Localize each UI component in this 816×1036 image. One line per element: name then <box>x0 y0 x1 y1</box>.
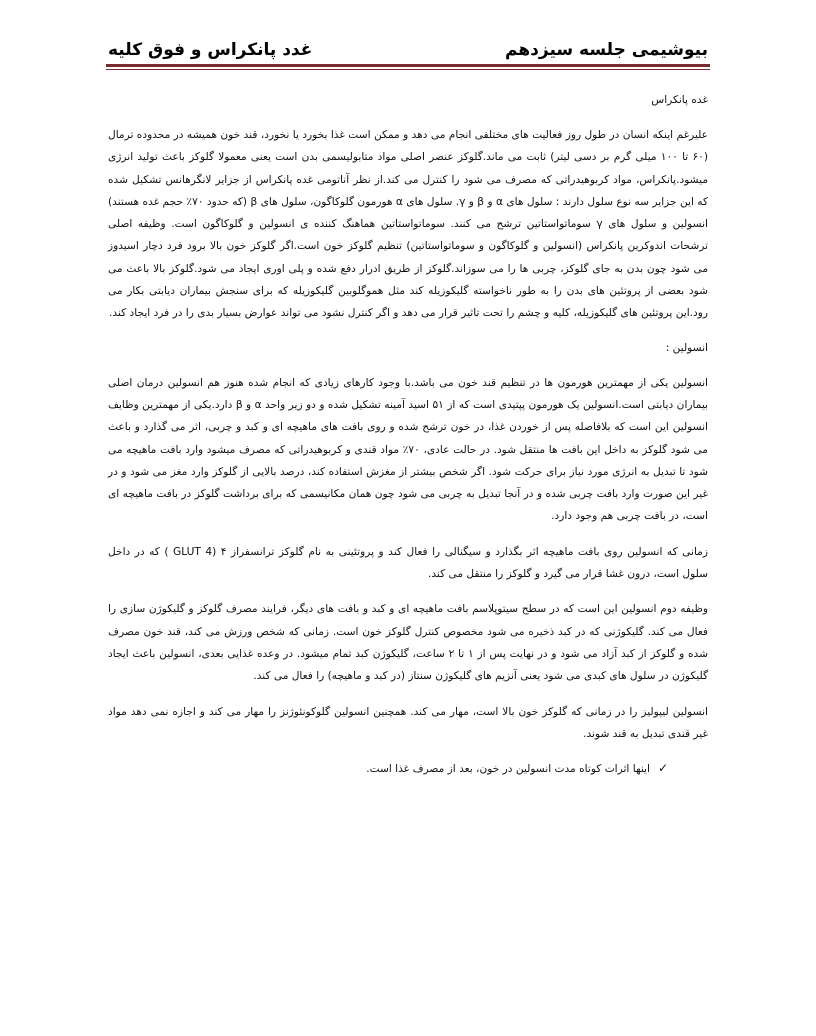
header-divider-thin <box>106 69 710 70</box>
bullet-item <box>108 758 668 780</box>
pancreas-paragraph: علیرغم اینکه انسان در طول روز فعالیت های مختلفی انجام می دهد و ممکن است غذا بخورد یا نخورد، قند خون همیشه در محدوده ترمال (۶۰ تا ۱۰۰ میلی گرم بر دسی لیتر) ثابت می ماند.گلوکز عنصر اصلی مواد متابولیسمی بدن است یعنی معمولا گلوکز باعث تولید انرژی میشود.پانکراس، مواد کربوهیدراتی که مصرف می شود را کنترل می کند.از نظر آناتومی غده پانکراس از جزایر لانگرهانس تشکیل شده که این جزایر سه نوع سلول دارند : سلول های α و β و γ. سلول های α هورمون گلوکاگون، سلول های β (که حدود ۷۰٪ حجم غده هستند) انسولین و سلول های γ سوماتواستاتین ترشح می کنند. سوماتواستاتین هماهنگ کننده ی انسولین و گلوکاگون است. وظیفه اصلی ترشحات اندوکرین پانکراس (انسولین و گلوکاگون و سوماتواستاتین) تنظیم گلوکز خون است.اگر گلوکز خون بالا برود فرد دچار اسیدوز می شود چون بدن به جای گلوکز، چربی ها را می سوزاند.گلوکز از طریق ادرار دفع شده و پلی اوری ایجاد می شود.گلوکز بالا باعث می شود بعضی از پروتئین های بدن را به طور ناخواسته گلیکوزیله کند مثل هموگلوبین گلیکوزیله که برای سنجش بیماران دیابتی بکار می رود.این پروتئین های گلیکوزیله، کلیه و چشم را تحت تاثیر قرار می دهد و اگر کنترل نشود می تواند عوارض بسیار بدی را در فرد ایجاد کند. <box>108 129 709 320</box>
insulin-paragraph-2: زمانی که انسولین روی بافت ماهیچه اثر بگذارد و سیگنالی را فعال کند و پروتئینی به نام گلوکز ترانسفراز ۴ (GLUT 4 ) که در داخل سلول است، درون غشا قرار می گیرد و گلوکز را منتقل می کند. <box>108 545 708 581</box>
insulin-paragraph-1: انسولین یکی از مهمترین هورمون ها در تنظیم قند خون می باشد.با وجود کارهای زیادی که انجام شده هنوز هم انسولین درمان اصلی بیماران دیابتی است.انسولین یک هورمون پپتیدی است که از ۵۱ اسید آمینه تشکیل شده و دو زیر واحد α و β دارد.یکی از مهمترین وظایف انسولین این است که بلافاصله پس از خوردن غذا، در خون ترشح شده و روی بافت های ماهیچه ای و کبد و چربی، اثر می گذارد و باعث می شود گلوکز به داخل این بافت ها منتقل شود. در حالت عادی، ۷۰٪ مواد قندی و کربوهیدراتی که مصرف میشود وارد بافت ماهیچه می شود تا تبدیل به انرژی مورد نیاز برای حرکت شود. اگر شخص بیشتر از مغزش استفاده کند، درصد بالایی از گلوکز وارد مغز می شود و در غیر این صورت وارد بافت چربی شده و در آنجا تبدیل به چربی می شود چون همان مکانیسمی که برای برداشت گلوکز در بافت ماهیچه ای است، در بافت چربی هم وجود دارد. <box>108 376 708 523</box>
header-right-title: بیوشیمی جلسه سیزدهم <box>505 40 708 60</box>
header-divider-thick <box>106 64 710 67</box>
insulin-paragraph-3: وظیفه دوم انسولین این است که در سطح سیتوپلاسم بافت ماهیچه ای و کبد و بافت های دیگر، فرایند مصرف گلوکز و گلیکوژن سازی را فعال می کند. گلیکوژنی که در کبد ذخیره می شود مخصوص کنترل گلوکز خون است. زمانی که شخص ورزش می کند، قند خون مصرف شده و گلوکز از کبد آزاد می شود و در نهایت پس از ۱ تا ۲ ساعت، گلیکوژن کبد تمام میشود. در وعده غذایی بعدی، انسولین باعث ایجاد گلیکوژن در سلول های کبدی می شود یعنی آنزیم های گلیکوژن سنتاز (در کبد و ماهیچه) را فعال می کند. <box>108 603 708 683</box>
header-left-title: غدد پانکراس و فوق کلیه <box>108 40 313 60</box>
page-header <box>108 30 708 60</box>
check-icon: ✓ <box>657 761 668 776</box>
document-body <box>108 90 708 780</box>
insulin-heading: انسولین : <box>665 341 708 354</box>
pancreas-heading: غده پانکراس <box>651 94 708 106</box>
bullet-text: اینها اثرات کوتاه مدت انسولین در خون، بعد از مصرف غذا است. <box>366 763 650 776</box>
insulin-paragraph-4: انسولین لیپولیز را در زمانی که گلوکز خون بالا است، مهار می کند. همچنین انسولین گلوکونئوژنز را مهار می کند و اجازه نمی دهد مواد غیر قندی تبدیل به قند شوند. <box>108 705 708 740</box>
